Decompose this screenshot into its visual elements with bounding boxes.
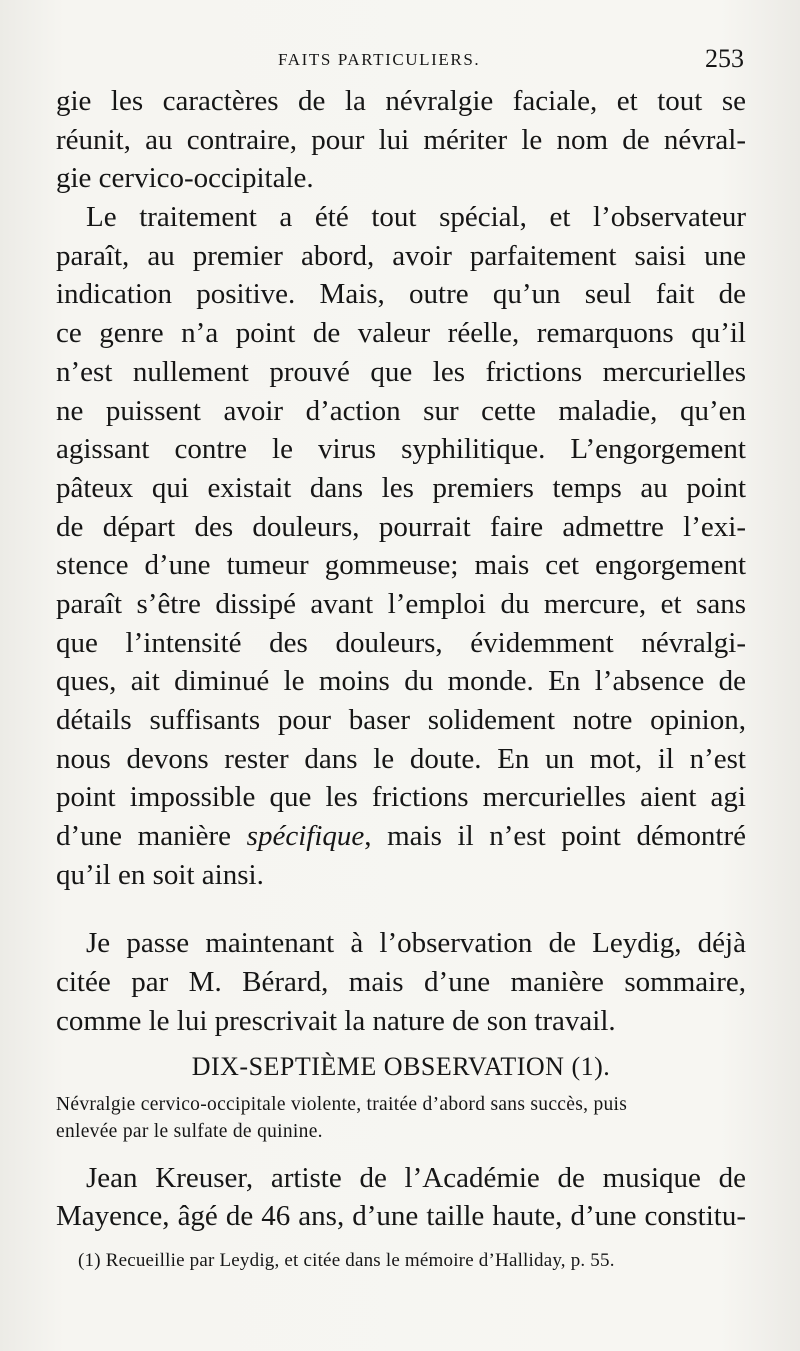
- text-line: paraît, au premier abord, avoir parfaitement saisi une: [56, 239, 746, 272]
- paragraph-gap: [56, 894, 746, 924]
- footnote: (1) Recueillie par Leydig, et citée dans le mémoire d’Halliday, p. 55.: [78, 1250, 615, 1271]
- text-line: ne puissent avoir d’action sur cette maladie, qu’en: [56, 394, 746, 427]
- text-segment: d’une manière: [56, 820, 247, 853]
- text-line: ce genre n’a point de valeur réelle, remarquons qu’il: [56, 317, 746, 350]
- text-line: comme le lui prescrivait la nature de son travail.: [56, 1004, 616, 1037]
- running-head: FAITS PARTICULIERS.: [278, 50, 481, 69]
- text-line: détails suffisants pour baser solidement notre opinion,: [56, 704, 746, 736]
- observation-summary: [56, 1091, 746, 1145]
- page-header: [58, 46, 744, 82]
- text-line: Jean Kreuser, artiste de l’Académie de musique de: [86, 1161, 746, 1194]
- text-line: ques, ait diminué le moins du monde. En l’absence de: [56, 665, 746, 698]
- text-line: point impossible que les frictions mercurielles aient agi: [56, 781, 746, 814]
- text-line: réunit, au contraire, pour lui mériter le nom de névral-: [56, 123, 746, 156]
- observation-title: DIX-SEPTIÈME OBSERVATION (1).: [191, 1051, 611, 1081]
- text-line: Je passe maintenant à l’observation de Leydig, déjà: [86, 927, 746, 960]
- text-line: stence d’une tumeur gommeuse; mais cet engorgement: [56, 549, 746, 582]
- summary-line: Névralgie cervico-occipitale violente, traitée d’abord sans succès, puis: [56, 1093, 628, 1115]
- text-line: que l’intensité des douleurs, évidemment névralgi-: [56, 626, 746, 659]
- text-line: n’est nullement prouvé que les frictions mercurielles: [56, 355, 746, 388]
- text-line: agissant contre le virus syphilitique. L’engorgement: [56, 433, 746, 466]
- text-segment: , mais il n’est point démontré: [364, 820, 746, 853]
- text-line: qu’il en soit ainsi.: [56, 858, 264, 891]
- text-line: paraît s’être dissipé avant l’emploi du mercure, et sans: [56, 587, 746, 620]
- text-line: citée par M. Bérard, mais d’une manière sommaire,: [56, 966, 746, 999]
- text-line: indication positive. Mais, outre qu’un seul fait de: [56, 278, 746, 311]
- text-line: [56, 817, 746, 856]
- text-line: Mayence, âgé de 46 ans, d’une taille haute, d’une constitu-: [56, 1200, 746, 1233]
- italic-word: spécifique: [246, 820, 365, 853]
- text-line: pâteux qui existait dans les premiers temps au point: [56, 471, 746, 504]
- text-line: Le traitement a été tout spécial, et l’observateur: [86, 201, 746, 234]
- text-line: de départ des douleurs, pourrait faire admettre l’exi-: [56, 510, 746, 543]
- text-line: nous devons rester dans le doute. En un mot, il n’est: [56, 742, 746, 775]
- body-text: [56, 82, 746, 1236]
- summary-line: enlevée par le sulfate de quinine.: [56, 1120, 323, 1142]
- page-number: 253: [705, 44, 744, 73]
- text-line: gie les caractères de la névralgie faciale, et tout se: [56, 85, 746, 117]
- text-line: gie cervico-occipitale.: [56, 162, 314, 195]
